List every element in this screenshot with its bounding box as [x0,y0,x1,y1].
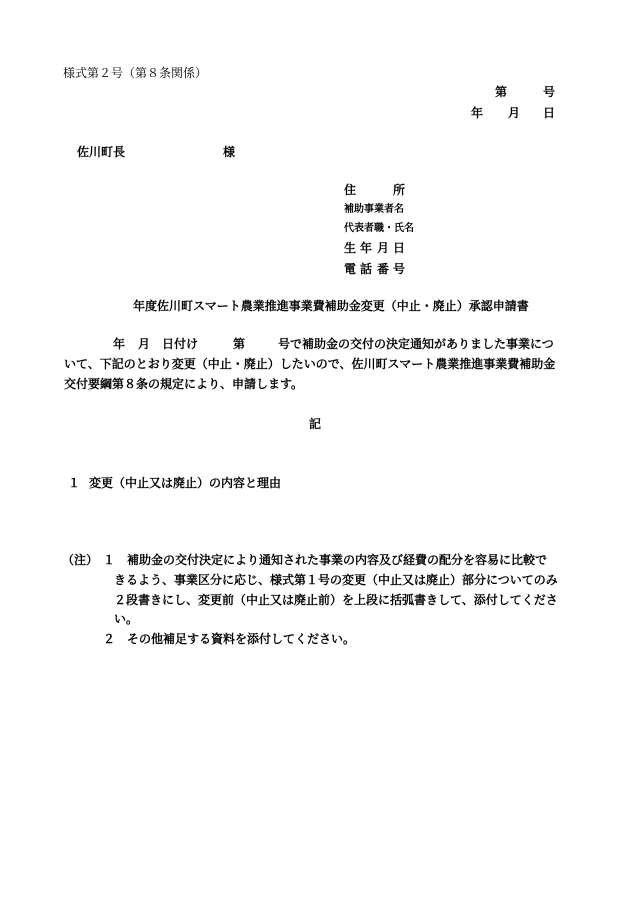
ki-heading: 記 [309,417,322,431]
body-line-2: いて、下記のとおり変更（中止・廃止）したいので、佐川町スマート農業推進事業費補助金 [64,357,556,371]
document-title: 年度佐川町スマート農業推進事業費補助金変更（中止・廃止）承認申請書 [133,299,529,313]
date-year: 年 [471,106,484,120]
note-2-text: その他補足する資料を添付してください。 [127,632,356,646]
label-birthdate-3: 月 [377,241,390,255]
form-number: 様式第２号（第８条関係） [63,66,208,80]
addressee-sama: 様 [223,145,236,159]
date-day: 日 [543,106,556,120]
date-month: 月 [508,106,521,120]
doc-number-dai: 第 [495,85,508,99]
label-phone-2: 話 [360,262,373,276]
section-1-number: １ [68,476,81,490]
label-birthdate-4: 日 [393,241,406,255]
section-1-text: 変更（中止又は廃止）の内容と理由 [89,476,282,490]
note-1-line-3: ２段書きにし、変更前（中止又は廃止前）を上段に括弧書きして、添付してくださ [114,593,558,607]
body-l1-dated: 日付け [162,337,199,351]
label-business-name: 補助事業者名 [344,204,404,215]
label-address-1: 住 [344,183,357,197]
body-l1-rest: 号で補助金の交付の決定通知がありました事業につ [278,337,554,351]
body-l1-year: 年 [113,337,126,351]
label-phone-4: 号 [393,262,406,276]
notes-label: （注） [62,553,99,567]
label-phone-3: 番 [377,262,390,276]
note-2-number: ２ [103,632,116,646]
note-1-line-1: 補助金の交付決定により通知された事業の内容及び経費の配分を容易に比較で [127,553,548,567]
label-birthdate-2: 年 [360,241,373,255]
note-1-line-2: きるよう、事業区分に応じ、様式第１号の変更（中止又は廃止）部分についてのみ [114,573,558,587]
label-address-2: 所 [393,183,406,197]
body-line-3: 交付要綱第８条の規定により、申請します。 [64,377,304,391]
label-phone-1: 電 [344,262,357,276]
body-l1-month: 月 [138,337,151,351]
doc-number-go: 号 [543,85,556,99]
addressee-name: 佐川町長 [77,145,126,159]
label-representative: 代表者職・氏名 [344,223,414,234]
note-1-line-4: い。 [114,612,139,626]
note-1-number: １ [103,553,116,567]
body-l1-dai: 第 [233,337,246,351]
label-birthdate-1: 生 [344,241,357,255]
